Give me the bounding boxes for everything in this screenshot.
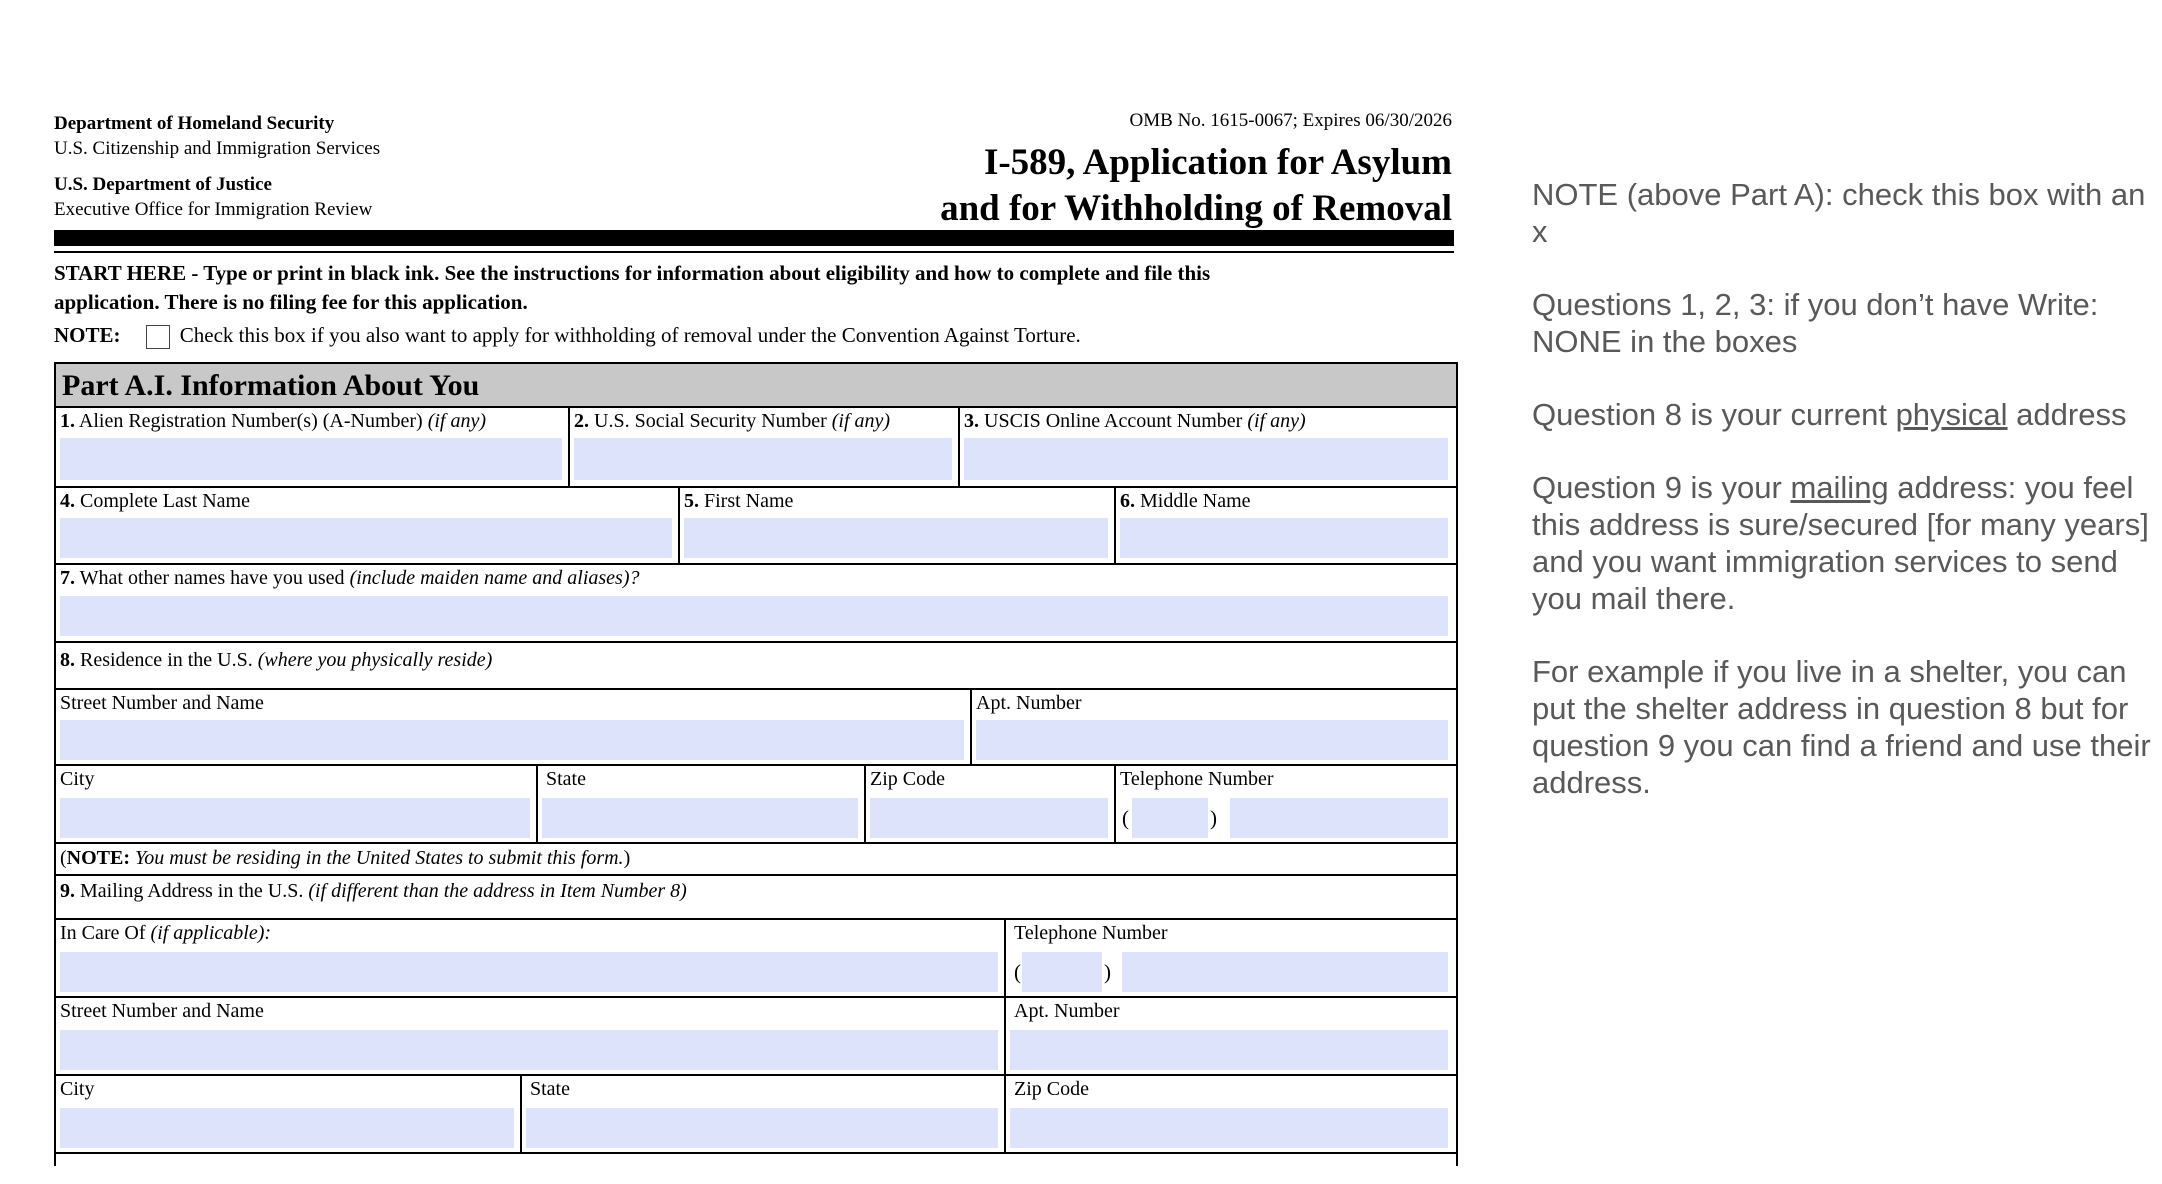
q9-zip-label: Zip Code	[1014, 1078, 1089, 1100]
note-1: NOTE (above Part A): check this box with an x	[1532, 177, 2146, 249]
form-title-line1: I-589, Application for Asylum	[983, 142, 1452, 183]
q9-area-paren-open: (	[1014, 960, 1021, 984]
q9-city-input[interactable]	[60, 1108, 514, 1148]
q8-apt-cell	[972, 690, 1456, 766]
q8-street-cell	[56, 690, 972, 766]
q9-apt-input[interactable]	[1010, 1030, 1448, 1070]
form-title	[800, 140, 1452, 232]
q8-state-cell	[538, 766, 866, 844]
q8-number: 8.	[60, 649, 75, 671]
q9-zip-input[interactable]	[1010, 1108, 1448, 1148]
q4-label: Complete Last Name	[80, 490, 250, 512]
uscis-account-input[interactable]	[964, 438, 1448, 480]
note-3-pre: Question 8 is your current	[1532, 397, 1896, 432]
agency-dhs: Department of Homeland Security	[54, 113, 335, 134]
q8-area-paren-close: )	[1210, 806, 1217, 830]
part-a1-form	[54, 362, 1458, 1166]
note-5: For example if you live in a shelter, you can put the shelter address in question 8 but for question 9 you can find a friend and use their address.	[1532, 654, 2151, 800]
q6-number: 6.	[1120, 490, 1135, 512]
care-of-hint: (if applicable):	[150, 922, 272, 944]
q2-hint: (if any)	[831, 410, 891, 432]
agency-block-dhs	[54, 111, 380, 161]
q8-phone-cell	[1116, 766, 1456, 844]
q9-street-input[interactable]	[60, 1030, 998, 1070]
care-of-label: In Care Of	[60, 922, 146, 944]
header-rule-thin	[54, 251, 1454, 253]
note-4-post: address: you feel this address is sure/secured [for many years] and you want immigration services to send you mail there.	[1532, 470, 2149, 616]
q7-hint: (include maiden name and aliases)?	[349, 567, 640, 589]
q1-cell	[56, 408, 570, 488]
note-3	[1532, 396, 2152, 433]
q4-number: 4.	[60, 490, 75, 512]
agency-block-doj	[54, 172, 372, 222]
q8-area-code-input[interactable]	[1132, 798, 1208, 838]
q8-state-input[interactable]	[542, 798, 858, 838]
cat-checkbox[interactable]	[146, 325, 170, 349]
q3-hint: (if any)	[1247, 410, 1306, 432]
q8-street-label: Street Number and Name	[60, 692, 264, 714]
q8-city-input[interactable]	[60, 798, 530, 838]
q5-cell	[680, 488, 1116, 565]
q9-cell	[56, 876, 1456, 920]
q1-hint: (if any)	[427, 410, 487, 432]
note-text: Check this box if you also want to apply for withholding of removal under the Convention Against Torture.	[179, 323, 1081, 347]
q9-zip-cell	[1006, 1076, 1456, 1154]
q8-zip-cell	[866, 766, 1116, 844]
q9-state-input[interactable]	[526, 1108, 998, 1148]
q8-zip-label: Zip Code	[870, 768, 945, 790]
q8-city-cell	[56, 766, 538, 844]
last-name-input[interactable]	[60, 518, 672, 558]
q3-cell	[960, 408, 1456, 488]
q8-phone-label: Telephone Number	[1120, 768, 1274, 790]
guidance-notes	[1532, 176, 2152, 837]
q9-area-paren-close: )	[1104, 960, 1111, 984]
omb-number: OMB No. 1615-0067; Expires 06/30/2026	[1129, 110, 1452, 131]
care-of-input[interactable]	[60, 952, 998, 992]
residing-note-cell	[56, 844, 1456, 876]
residing-note-close: )	[623, 847, 631, 869]
q9-apt-cell	[1006, 998, 1456, 1076]
q9-apt-label: Apt. Number	[1014, 1000, 1120, 1022]
q2-number: 2.	[574, 410, 589, 432]
agency-eoir: Executive Office for Immigration Review	[54, 199, 373, 220]
q9-street-cell	[56, 998, 1006, 1076]
q8-label: Residence in the U.S.	[80, 649, 253, 671]
q9-street-label: Street Number and Name	[60, 1000, 264, 1022]
header-rule	[54, 230, 1454, 246]
start-here-line1: START HERE - Type or print in black ink. See the instructions for information about eligibility and how to complete and file this	[54, 261, 1211, 285]
q6-cell	[1116, 488, 1456, 565]
q8-apt-label: Apt. Number	[976, 692, 1082, 714]
q3-label: USCIS Online Account Number	[984, 410, 1243, 432]
note-3-underline: physical	[1895, 397, 2008, 432]
q7-number: 7.	[60, 567, 75, 589]
q9-hint: (if different than the address in Item Number 8)	[308, 880, 687, 902]
q9-state-cell	[522, 1076, 1006, 1154]
q9-phone-input[interactable]	[1122, 952, 1448, 992]
note-4-underline: mailing	[1790, 470, 1889, 505]
note-2: Questions 1, 2, 3: if you don’t have Write: NONE in the boxes	[1532, 287, 2099, 359]
q9-city-label: City	[60, 1078, 95, 1100]
q9-city-cell	[56, 1076, 522, 1154]
start-here-line2: application. There is no filing fee for this application.	[54, 290, 528, 314]
q9-phone-cell	[1006, 920, 1456, 998]
q8-cell	[56, 643, 1456, 690]
q1-label: Alien Registration Number(s) (A-Number)	[78, 410, 423, 432]
q1-number: 1.	[60, 410, 75, 432]
start-here-instructions	[54, 259, 1454, 317]
other-names-input[interactable]	[60, 596, 1448, 636]
ssn-input[interactable]	[574, 438, 952, 480]
q6-label: Middle Name	[1140, 490, 1251, 512]
q9-state-label: State	[530, 1078, 570, 1100]
q8-state-label: State	[546, 768, 586, 790]
agency-doj: U.S. Department of Justice	[54, 174, 272, 195]
q9-phone-label: Telephone Number	[1014, 922, 1168, 944]
q9-area-code-input[interactable]	[1022, 952, 1102, 992]
form-title-line2: and for Withholding of Removal	[940, 188, 1452, 229]
q8-city-label: City	[60, 768, 95, 790]
q5-number: 5.	[684, 490, 699, 512]
q9-label: Mailing Address in the U.S.	[80, 880, 304, 902]
note-4-pre: Question 9 is your	[1532, 470, 1791, 505]
note-4	[1532, 469, 2152, 617]
q7-label: What other names have you used	[79, 567, 345, 589]
middle-name-input[interactable]	[1120, 518, 1448, 558]
q9-number: 9.	[60, 880, 75, 902]
residing-note-open: (	[60, 847, 67, 869]
a-number-input[interactable]	[60, 438, 562, 480]
q7-cell	[56, 565, 1456, 643]
q2-label: U.S. Social Security Number	[594, 410, 827, 432]
q8-apt-input[interactable]	[976, 720, 1448, 760]
residing-note-label: NOTE:	[66, 847, 131, 869]
residing-note-text: You must be residing in the United States to submit this form.	[135, 847, 624, 869]
q9-care-of-cell	[56, 920, 1006, 998]
cat-note	[54, 323, 1081, 349]
q8-phone-input[interactable]	[1230, 798, 1448, 838]
agency-uscis: U.S. Citizenship and Immigration Services	[54, 138, 381, 159]
q8-street-input[interactable]	[60, 720, 964, 760]
q3-number: 3.	[964, 410, 979, 432]
q2-cell	[570, 408, 960, 488]
q5-label: First Name	[704, 490, 794, 512]
part-a1-title: Part A.I. Information About You	[56, 364, 1456, 408]
q8-hint: (where you physically reside)	[257, 649, 493, 671]
first-name-input[interactable]	[684, 518, 1108, 558]
note-3-post: address	[2007, 397, 2127, 432]
q8-area-paren-open: (	[1122, 806, 1129, 830]
q4-cell	[56, 488, 680, 565]
note-label: NOTE:	[54, 323, 121, 347]
q8-zip-input[interactable]	[870, 798, 1108, 838]
